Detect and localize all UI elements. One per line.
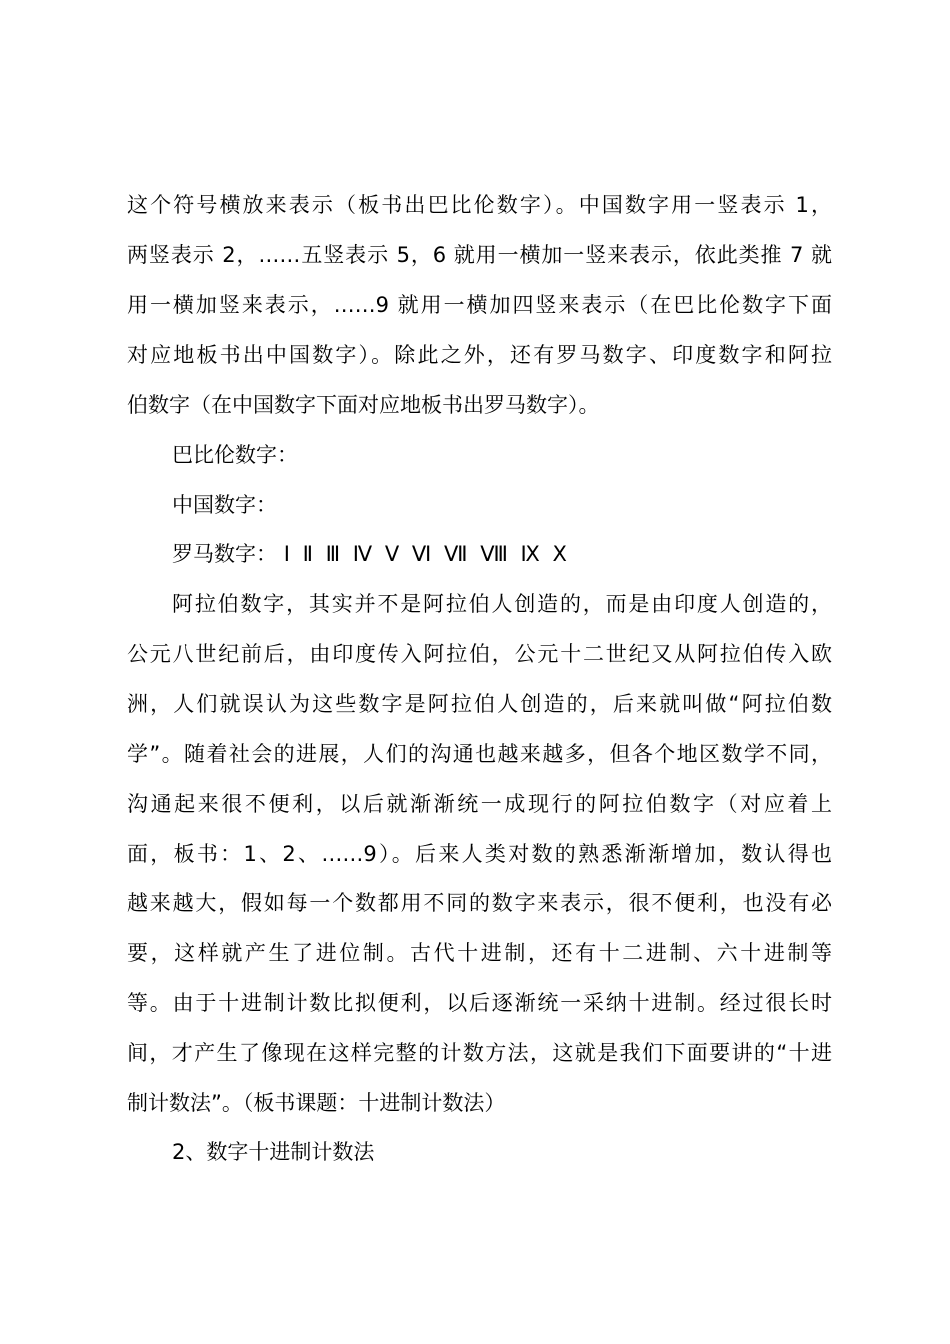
paragraph-2-line-3: 洲，人们就误认为这些数字是阿拉伯人创造的，后来就叫做“阿拉伯数 bbox=[127, 692, 832, 716]
paragraph-2-line-4: 学”。随着社会的进展，人们的沟通也越来越多，但各个地区数学不同， bbox=[127, 742, 832, 766]
roman-numeral: Ⅰ bbox=[283, 542, 290, 566]
roman-numeral: Ⅴ bbox=[384, 542, 400, 566]
roman-numeral: Ⅲ bbox=[325, 542, 341, 566]
roman-numerals-label: 罗马数字： bbox=[172, 542, 277, 566]
paragraph-2-line-6: 面，板书：1、2、……9）。后来人类对数的熟悉渐渐增加，数认得也 bbox=[127, 842, 832, 866]
chinese-numerals-label: 中国数字： bbox=[172, 493, 277, 517]
paragraph-1-line-4: 对应地板书出中国数字）。除此之外，还有罗马数字、印度数字和阿拉 bbox=[127, 343, 832, 367]
paragraph-1-line-5: 伯数字（在中国数字下面对应地板书出罗马数字）。 bbox=[127, 393, 600, 417]
paragraph-2-line-8: 要，这样就产生了进位制。古代十进制，还有十二进制、六十进制等 bbox=[127, 941, 832, 965]
roman-numeral: Ⅳ bbox=[352, 542, 373, 566]
paragraph-1-line-3: 用一横加竖来表示，……9 就用一横加四竖来表示（在巴比伦数字下面 bbox=[127, 293, 832, 317]
roman-numeral: Ⅷ bbox=[480, 542, 508, 566]
paragraph-1-line-1: 这个符号横放来表示（板书出巴比伦数字）。中国数字用一竖表示 1， bbox=[127, 193, 832, 217]
roman-numerals-row bbox=[172, 537, 832, 571]
paragraph-2-line-1: 阿拉伯数字，其实并不是阿拉伯人创造的，而是由印度人创造的， bbox=[172, 592, 832, 616]
roman-numeral: Ⅶ bbox=[443, 542, 468, 566]
roman-numeral: Ⅸ bbox=[520, 542, 540, 566]
paragraph-2-line-11: 制计数法”。（板书课题：十进制计数法） bbox=[127, 1091, 506, 1115]
babylon-numerals-label: 巴比伦数字： bbox=[172, 443, 298, 467]
section-heading: 2、数字十进制计数法 bbox=[172, 1140, 375, 1164]
roman-numeral: Ⅵ bbox=[411, 542, 432, 566]
paragraph-2-line-2: 公元八世纪前后，由印度传入阿拉伯，公元十二世纪又从阿拉伯传入欧 bbox=[127, 642, 832, 666]
roman-numeral: Ⅹ bbox=[552, 542, 567, 566]
paragraph-2-line-10: 间，才产生了像现在这样完整的计数方法，这就是我们下面要讲的“十进 bbox=[127, 1041, 832, 1065]
roman-numeral: Ⅱ bbox=[302, 542, 313, 566]
paragraph-1-line-2: 两竖表示 2，……五竖表示 5，6 就用一横加一竖来表示，依此类推 7 就 bbox=[127, 243, 832, 267]
paragraph-2-line-5: 沟通起来很不便利，以后就渐渐统一成现行的阿拉伯数字（对应着上 bbox=[127, 792, 832, 816]
paragraph-2-line-9: 等。由于十进制计数比拟便利，以后逐渐统一采纳十进制。经过很长时 bbox=[127, 991, 832, 1015]
paragraph-2-line-7: 越来越大，假如每一个数都用不同的数字来表示，很不便利，也没有必 bbox=[127, 891, 832, 915]
